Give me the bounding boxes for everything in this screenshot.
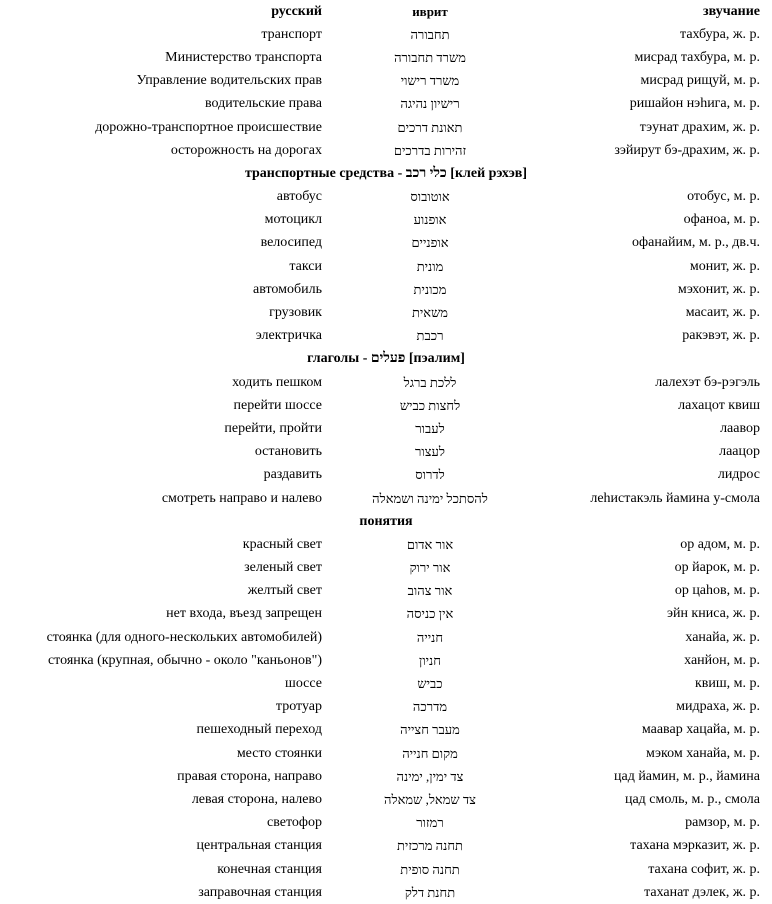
table-row	[0, 255, 772, 278]
russian-word: автобус	[276, 189, 322, 205]
table-row	[0, 812, 772, 835]
section-heading	[0, 162, 772, 185]
hebrew-word: תחנת דלק	[404, 884, 456, 900]
russian-word: дорожно-транспортное происшествие	[95, 119, 322, 135]
table-row	[0, 325, 772, 348]
hebrew-word: צד שמאל, שמאלה	[384, 791, 476, 807]
hebrew-word: רכבת	[416, 328, 444, 344]
section-heading	[0, 348, 772, 371]
hebrew-word: צד ימין, ימינה	[396, 768, 464, 784]
transcription: мэком ханайа, м. р.	[645, 745, 760, 761]
transcription: ор йарок, м. р.	[674, 560, 760, 576]
table-row	[0, 23, 772, 46]
table-row	[0, 788, 772, 811]
russian-word: раздавить	[263, 467, 322, 483]
transcription: ришайон нэhига, м. р.	[629, 96, 760, 112]
hebrew-word: חנייה	[416, 629, 444, 645]
russian-word: зеленый свет	[244, 560, 322, 576]
hebrew-word: אופנוע	[413, 212, 447, 228]
section-heading-russian: понятия	[359, 513, 413, 529]
russian-word: светофор	[267, 815, 322, 831]
russian-word: водительские права	[205, 96, 322, 112]
table-row	[0, 394, 772, 417]
hebrew-word: רישיון נהיגה	[400, 96, 460, 112]
hebrew-word: לעבור	[415, 420, 445, 436]
russian-word: электричка	[255, 328, 322, 344]
hebrew-word: כביש	[417, 676, 443, 692]
section-heading-russian: транспортные средства -	[244, 165, 406, 181]
header-sound: звучание	[703, 3, 760, 19]
table-row	[0, 93, 772, 116]
russian-word: перейти шоссе	[233, 397, 322, 413]
russian-word: заправочная станция	[198, 884, 322, 900]
hebrew-word: תחנה סופית	[400, 861, 460, 877]
russian-word: транспорт	[261, 26, 322, 42]
transcription: офанайим, м. р., дв.ч.	[632, 235, 760, 251]
russian-word: место стоянки	[236, 745, 322, 761]
hebrew-word: מכונית	[413, 281, 447, 297]
russian-word: велосипед	[260, 235, 322, 251]
hebrew-word: זהירות בדרכים	[393, 142, 467, 158]
transcription: ханйон, м. р.	[684, 652, 760, 668]
hebrew-word: לחצות כביש	[399, 397, 461, 413]
transcription: тахбура, ж. р.	[680, 26, 760, 42]
header-hebrew: иврит	[412, 3, 448, 19]
table-row	[0, 116, 772, 139]
table-row	[0, 742, 772, 765]
header-row	[0, 0, 772, 23]
transcription: лахацот квиш	[678, 397, 760, 413]
table-row	[0, 209, 772, 232]
russian-word: красный свет	[242, 536, 322, 552]
table-row	[0, 464, 772, 487]
russian-word: конечная станция	[217, 861, 322, 877]
transcription: зэйирут бэ-драхим, ж. р.	[614, 142, 760, 158]
hebrew-word: אוטובוס	[410, 189, 450, 205]
section-heading-row	[0, 510, 772, 533]
transcription: мэхонит, ж. р.	[677, 281, 760, 297]
hebrew-word: מדרכה	[412, 699, 448, 715]
table-row	[0, 672, 772, 695]
vocabulary-body	[0, 23, 772, 904]
russian-word: Управление водительских прав	[136, 73, 322, 89]
russian-word: правая сторона, направо	[177, 768, 322, 784]
hebrew-word: להסתכל ימינה ושמאלה	[372, 490, 488, 506]
section-heading-row	[0, 162, 772, 185]
hebrew-word: משרד רישוי	[400, 73, 460, 89]
table-row	[0, 70, 772, 93]
russian-word: левая сторона, налево	[191, 791, 322, 807]
header-russian: русский	[271, 3, 322, 19]
hebrew-word: לעצור	[415, 444, 445, 460]
transcription: ракэвэт, ж. р.	[682, 328, 760, 344]
transcription: тэунат драхим, ж. р.	[639, 119, 760, 135]
russian-word: ходить пешком	[232, 374, 322, 390]
table-row	[0, 232, 772, 255]
transcription: эйн книса, ж. р.	[666, 606, 760, 622]
russian-word: автомобиль	[253, 281, 322, 297]
transcription: мидраха, ж. р.	[676, 699, 760, 715]
table-row	[0, 719, 772, 742]
table-row	[0, 603, 772, 626]
transcription: цад йамин, м. р., йамина	[613, 768, 760, 784]
transcription: лидрос	[717, 467, 760, 483]
transcription: рамзор, м. р.	[685, 815, 760, 831]
transcription: тахана мэрказит, ж. р.	[630, 838, 760, 854]
table-row	[0, 765, 772, 788]
russian-word: перейти, пройти	[224, 420, 322, 436]
russian-word: мотоцикл	[264, 212, 322, 228]
section-heading	[0, 510, 772, 533]
hebrew-word: משאית	[411, 305, 449, 321]
russian-word: такси	[289, 258, 322, 274]
transcription: отобус, м. р.	[687, 189, 760, 205]
hebrew-word: אור ירוק	[409, 560, 451, 576]
russian-word: остановить	[254, 444, 322, 460]
hebrew-word: לדרוס	[415, 467, 445, 483]
hebrew-word: אין כניסה	[406, 606, 454, 622]
hebrew-word: ללכת ברגל	[403, 374, 457, 390]
hebrew-word: אור אדום	[406, 536, 454, 552]
hebrew-word: תאונת דרכים	[397, 119, 463, 135]
hebrew-word: משרד תחבורה	[394, 49, 466, 65]
table-row	[0, 580, 772, 603]
transcription: квиш, м. р.	[694, 676, 760, 692]
russian-word: пешеходный переход	[196, 722, 322, 738]
transcription: тахана софит, ж. р.	[648, 861, 760, 877]
russian-word: осторожность на дорогах	[170, 142, 322, 158]
transcription: лаавор	[720, 420, 760, 436]
hebrew-word: מעבר חצייה	[400, 722, 460, 738]
table-row	[0, 557, 772, 580]
hebrew-word: אור צהוב	[407, 583, 453, 599]
table-row	[0, 835, 772, 858]
transcription: монит, ж. р.	[689, 258, 760, 274]
table-row	[0, 301, 772, 324]
russian-word: шоссе	[285, 676, 322, 692]
table-row	[0, 441, 772, 464]
transcription: ор цаhов, м. р.	[674, 583, 760, 599]
table-row	[0, 417, 772, 440]
table-row	[0, 139, 772, 162]
russian-word: желтый свет	[247, 583, 322, 599]
transcription: офаноа, м. р.	[683, 212, 760, 228]
transcription: лаацор	[719, 444, 760, 460]
table-row	[0, 881, 772, 904]
transcription: цад смоль, м. р., смола	[624, 791, 760, 807]
russian-word: стоянка (для одного-нескольких автомобилей)	[46, 629, 322, 645]
transcription: ор адом, м. р.	[680, 536, 760, 552]
section-heading-russian: глаголы -	[307, 351, 371, 367]
russian-word: смотреть направо и налево	[161, 490, 322, 506]
transcription: таханат дэлек, ж. р.	[644, 884, 760, 900]
table-row	[0, 487, 772, 510]
section-heading-transcription: [пэалим]	[405, 351, 465, 367]
table-row	[0, 278, 772, 301]
hebrew-word: רמזור	[416, 815, 444, 831]
transcription: маавар хацайа, м. р.	[641, 722, 760, 738]
table-row	[0, 649, 772, 672]
table-row	[0, 186, 772, 209]
hebrew-word: תחנה מרכזית	[397, 838, 463, 854]
table-row	[0, 858, 772, 881]
hebrew-word: תחבורה	[410, 26, 450, 42]
transcription: масаит, ж. р.	[685, 305, 760, 321]
russian-word: грузовик	[269, 305, 322, 321]
table-row	[0, 46, 772, 69]
russian-word: центральная станция	[196, 838, 322, 854]
table-row	[0, 626, 772, 649]
table-row	[0, 696, 772, 719]
transcription: лалехэт бэ-рэгэль	[655, 374, 760, 390]
hebrew-word: מקום חנייה	[402, 745, 458, 761]
section-heading-hebrew: פעלים	[370, 351, 406, 367]
russian-word: стоянка (крупная, обычно - около "каньонов")	[47, 652, 322, 668]
transcription: мисрад тахбура, м. р.	[634, 49, 760, 65]
russian-word: тротуар	[275, 699, 322, 715]
section-heading-row	[0, 348, 772, 371]
transcription: мисрад рищуй, м. р.	[640, 73, 760, 89]
section-heading-hebrew: כלי רכב	[405, 165, 447, 181]
section-heading-transcription: [клей рэхэв]	[446, 165, 528, 181]
russian-word: нет входа, въезд запрещен	[166, 606, 322, 622]
russian-word: Министерство транспорта	[165, 49, 322, 65]
hebrew-word: אופניים	[411, 235, 449, 251]
transcription: ханайа, ж. р.	[685, 629, 760, 645]
hebrew-word: חניון	[419, 652, 441, 668]
table-row	[0, 371, 772, 394]
table-row	[0, 533, 772, 556]
hebrew-word: מונית	[416, 258, 444, 274]
transcription: леhистакэль йамина у-смола	[590, 490, 760, 506]
